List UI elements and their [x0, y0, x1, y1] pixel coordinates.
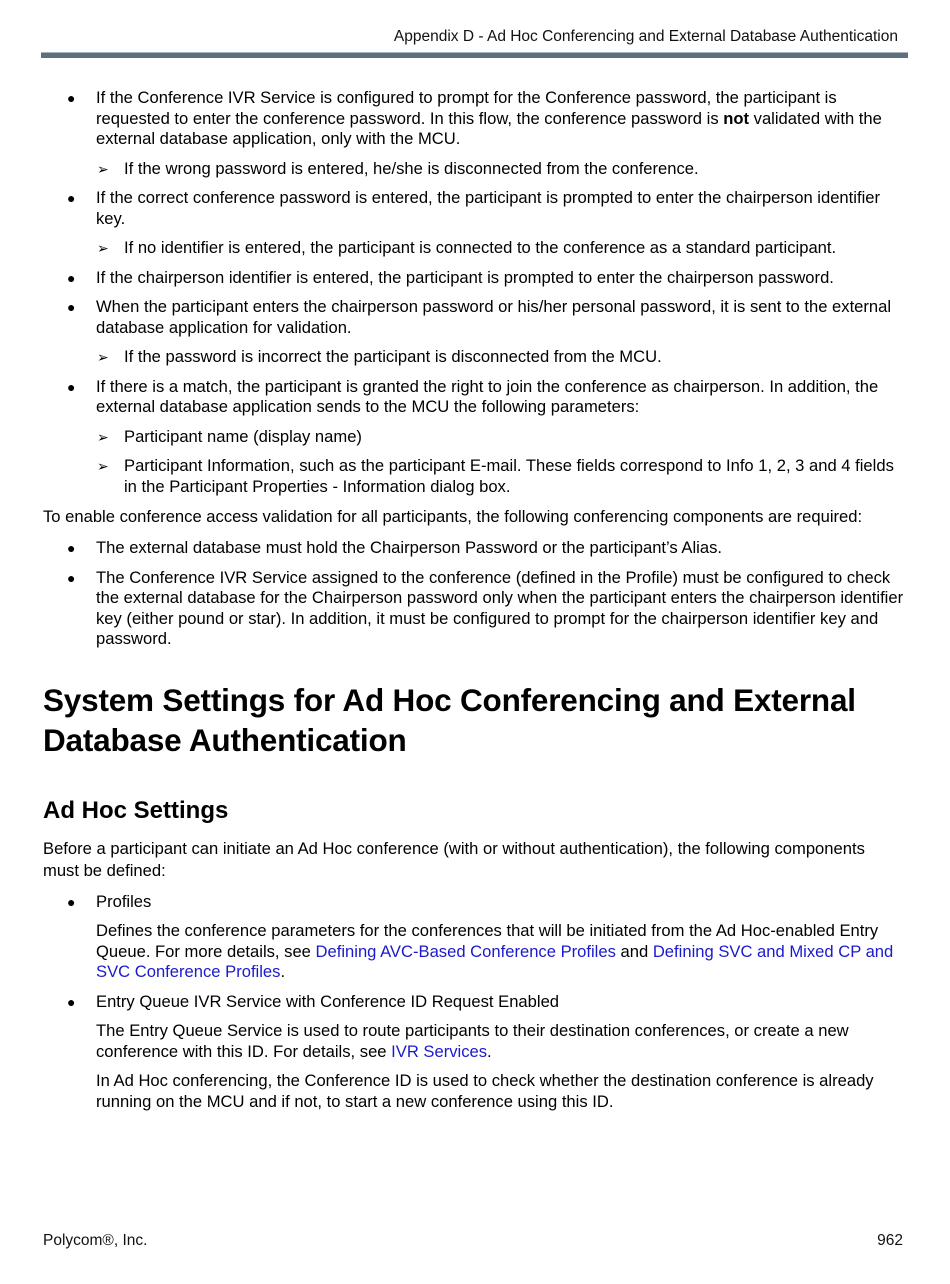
- bullet-icon: ●: [67, 540, 76, 556]
- bullet-icon: ●: [67, 299, 76, 315]
- list-item: ● If the Conference IVR Service is configured to prompt for the Conference password, the participant is requested to enter the conference password. In this flow, the conference password is not validated with the external database application, only with the MCU.: [67, 88, 882, 148]
- page-number: 962: [877, 1232, 903, 1249]
- bold-text: not: [723, 108, 750, 128]
- arrow-bullet-icon: ➢: [97, 428, 109, 445]
- list-item: ● If the correct conference password is entered, the participant is prompted to enter the chairperson identifier key.: [67, 188, 881, 228]
- list-item: ● Profiles: [67, 891, 152, 911]
- link-avc-profiles[interactable]: Defining AVC-Based Conference Profiles: [315, 941, 616, 961]
- running-header: Appendix D - Ad Hoc Conferencing and External Database Authentication: [393, 28, 898, 45]
- paragraph: To enable conference access validation for all participants, the following conferencing components are required:: [43, 507, 863, 526]
- arrow-bullet-icon: ➢: [97, 160, 109, 177]
- arrow-bullet-icon: ➢: [97, 458, 109, 474]
- bullet-icon: ●: [67, 569, 76, 586]
- bullet-icon: ●: [67, 893, 76, 910]
- list-item: ● The Conference IVR Service assigned to the conference (defined in the Profile) must be configured to check the external database for the Chairperson password only when the participant enters the chairperson identifier key (either pound or star). In addition, it must be configured to prompt for the chairperson identifier key and password.: [67, 567, 904, 648]
- header-rule: [41, 52, 908, 58]
- footer-company: Polycom®, Inc.: [43, 1232, 148, 1249]
- list-item: ● If there is a match, the participant is granted the right to join the conference as chairperson. In addition, the external database application sends to the MCU the following parameters:: [67, 376, 879, 416]
- paragraph: Before a participant can initiate an Ad Hoc conference (with or without authentication), the following components must be defined:: [43, 838, 865, 880]
- sub-list-item: ➢ If the wrong password is entered, he/she is disconnected from the conference.: [97, 158, 699, 178]
- list-item: ● The external database must hold the Chairperson Password or the participant’s Alias.: [67, 538, 722, 557]
- link-svc-profiles[interactable]: Defining SVC and Mixed CP and SVC Conference Profiles: [96, 941, 894, 981]
- bullet-icon: ●: [67, 190, 76, 206]
- sub-list-item: ➢ If the password is incorrect the participant is disconnected from the MCU.: [97, 347, 662, 366]
- sub-list-item: ➢ If no identifier is entered, the participant is connected to the conference as a standard participant.: [97, 238, 837, 257]
- paragraph: In Ad Hoc conferencing, the Conference ID is used to check whether the destination conference is already running on the MCU and if not, to start a new conference using this ID.: [96, 1071, 874, 1111]
- section-heading: System Settings for Ad Hoc Conferencing and External Database Authentication: [43, 681, 856, 758]
- page-content: [43, 88, 905, 1121]
- bullet-icon: ●: [67, 993, 76, 1010]
- list-item: ● Entry Queue IVR Service with Conference ID Request Enabled: [67, 991, 560, 1011]
- bullet-icon: ●: [67, 378, 76, 395]
- arrow-bullet-icon: ➢: [97, 349, 109, 365]
- paragraph: Defines the conference parameters for the conferences that will be initiated from the Ad Hoc-enabled Entry Queue. For more details, see Defining AVC-Based Conference Profiles and Defining SVC and Mixed CP and SVC Conference Profiles.: [96, 921, 894, 981]
- subsection-heading: Ad Hoc Settings: [43, 796, 229, 824]
- arrow-bullet-icon: ➢: [97, 240, 109, 256]
- sub-list-item: ➢ Participant Information, such as the participant E-mail. These fields correspond to Info 1, 2, 3 and 4 fields in the Participant Properties - Information dialog box.: [97, 456, 894, 496]
- link-ivr-services[interactable]: IVR Services: [391, 1041, 488, 1061]
- list-item: ● If the chairperson identifier is entered, the participant is prompted to enter the chairperson password.: [67, 267, 834, 287]
- bullet-icon: ●: [67, 269, 76, 286]
- paragraph: The Entry Queue Service is used to route participants to their destination conferences, or create a new conference with this ID. For details, see IVR Services.: [96, 1021, 849, 1061]
- sub-list-item: ➢ Participant name (display name): [97, 426, 362, 446]
- bullet-icon: ●: [67, 90, 76, 106]
- list-item: ● When the participant enters the chairperson password or his/her personal password, it is sent to the external database application for validation.: [67, 297, 892, 337]
